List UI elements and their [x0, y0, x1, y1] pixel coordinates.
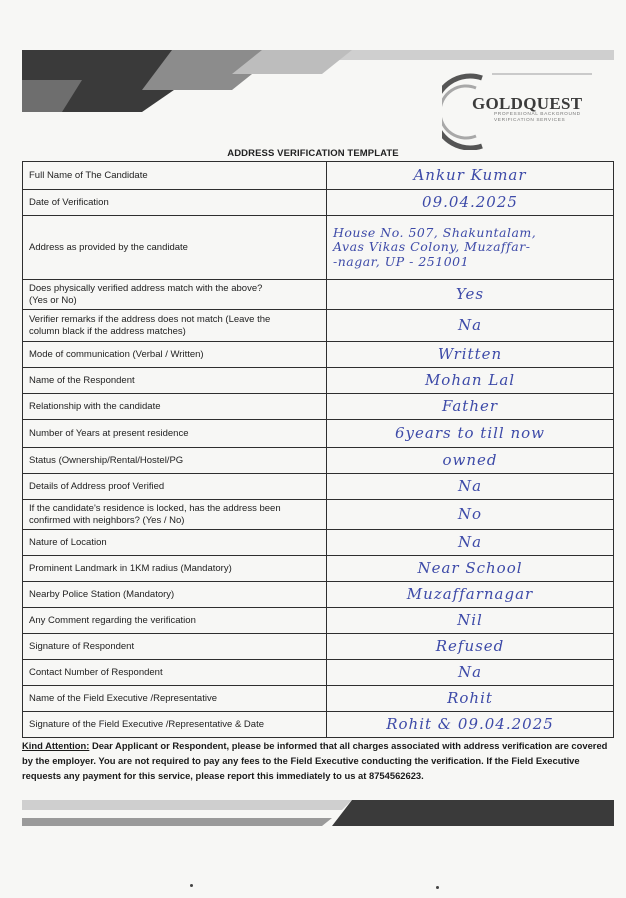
- table-row: [23, 686, 614, 712]
- handwritten-value: 6years to till now: [327, 420, 614, 448]
- verification-table: [22, 161, 614, 738]
- handwritten-value: Na: [327, 530, 614, 556]
- table-row: [23, 310, 614, 342]
- table-row: [23, 420, 614, 448]
- scan-speck: [436, 886, 439, 889]
- table-row: [23, 582, 614, 608]
- table-row: [23, 162, 614, 190]
- field-label: Nearby Police Station (Mandatory): [23, 582, 327, 608]
- table-row: [23, 712, 614, 738]
- field-label: Contact Number of Respondent: [23, 660, 327, 686]
- handwritten-value: Father: [327, 394, 614, 420]
- scan-speck: [190, 884, 193, 887]
- field-label: Details of Address proof Verified: [23, 474, 327, 500]
- document-title: ADDRESS VERIFICATION TEMPLATE: [227, 148, 399, 159]
- table-row: [23, 342, 614, 368]
- table-row: [23, 500, 614, 530]
- table-row: [23, 448, 614, 474]
- handwritten-value: Rohit: [327, 686, 614, 712]
- handwritten-value: 09.04.2025: [327, 190, 614, 216]
- table-row: [23, 634, 614, 660]
- field-label: Relationship with the candidate: [23, 394, 327, 420]
- field-label: If the candidate's residence is locked, has the address been confirmed with neighbors? (Yes / No): [23, 500, 327, 530]
- table-row: [23, 280, 614, 310]
- field-label: Verifier remarks if the address does not match (Leave the column black if the address matches): [23, 310, 327, 342]
- handwritten-value: Written: [327, 342, 614, 368]
- footer-band: [22, 796, 614, 830]
- field-label: Does physically verified address match with the above? (Yes or No): [23, 280, 327, 310]
- field-label: Nature of Location: [23, 530, 327, 556]
- notice-heading: Kind Attention:: [22, 740, 90, 751]
- table-row: [23, 394, 614, 420]
- table-row: [23, 530, 614, 556]
- field-label: Mode of communication (Verbal / Written): [23, 342, 327, 368]
- table-row: [23, 660, 614, 686]
- kind-attention-notice: [22, 738, 612, 783]
- field-label: Name of the Field Executive /Representative: [23, 686, 327, 712]
- logo-tagline: PROFESSIONAL BACKGROUND VERIFICATION SERVICES: [494, 112, 581, 123]
- field-label: Status (Ownership/Rental/Hostel/PG: [23, 448, 327, 474]
- handwritten-value: Na: [327, 310, 614, 342]
- field-label: Address as provided by the candidate: [23, 216, 327, 280]
- notice-text: Dear Applicant or Respondent, please be informed that all charges associated with address verification are covered by the employer. You are not required to pay any fees to the Field Executive conducting the verification. If the Field Executive requests any payment for this service, please report this immediately to us at 8754562623.: [22, 740, 608, 781]
- table-row: [23, 216, 614, 280]
- table-row: [23, 474, 614, 500]
- field-label: Date of Verification: [23, 190, 327, 216]
- field-label: Signature of Respondent: [23, 634, 327, 660]
- handwritten-value: Nil: [327, 608, 614, 634]
- handwritten-value: owned: [327, 448, 614, 474]
- handwritten-value: Ankur Kumar: [327, 162, 614, 190]
- field-label: Number of Years at present residence: [23, 420, 327, 448]
- field-label: Name of the Respondent: [23, 368, 327, 394]
- handwritten-value: Na: [327, 660, 614, 686]
- table-row: [23, 368, 614, 394]
- handwritten-value: Refused: [327, 634, 614, 660]
- table-row: [23, 608, 614, 634]
- handwritten-value: Muzaffarnagar: [327, 582, 614, 608]
- logo-text: GOLDQUEST: [472, 94, 583, 113]
- field-label: Full Name of The Candidate: [23, 162, 327, 190]
- handwritten-value: Near School: [327, 556, 614, 582]
- table-row: [23, 190, 614, 216]
- field-label: Signature of the Field Executive /Representative & Date: [23, 712, 327, 738]
- handwritten-value: House No. 507, Shakuntalam, Avas Vikas Colony, Muzaffar- -nagar, UP - 251001: [327, 216, 614, 280]
- handwritten-value: Na: [327, 474, 614, 500]
- handwritten-value: Mohan Lal: [327, 368, 614, 394]
- table-row: [23, 556, 614, 582]
- field-label: Prominent Landmark in 1KM radius (Mandatory): [23, 556, 327, 582]
- handwritten-value: Yes: [327, 280, 614, 310]
- field-label: Any Comment regarding the verification: [23, 608, 327, 634]
- handwritten-value: Rohit & 09.04.2025: [327, 712, 614, 738]
- handwritten-value: No: [327, 500, 614, 530]
